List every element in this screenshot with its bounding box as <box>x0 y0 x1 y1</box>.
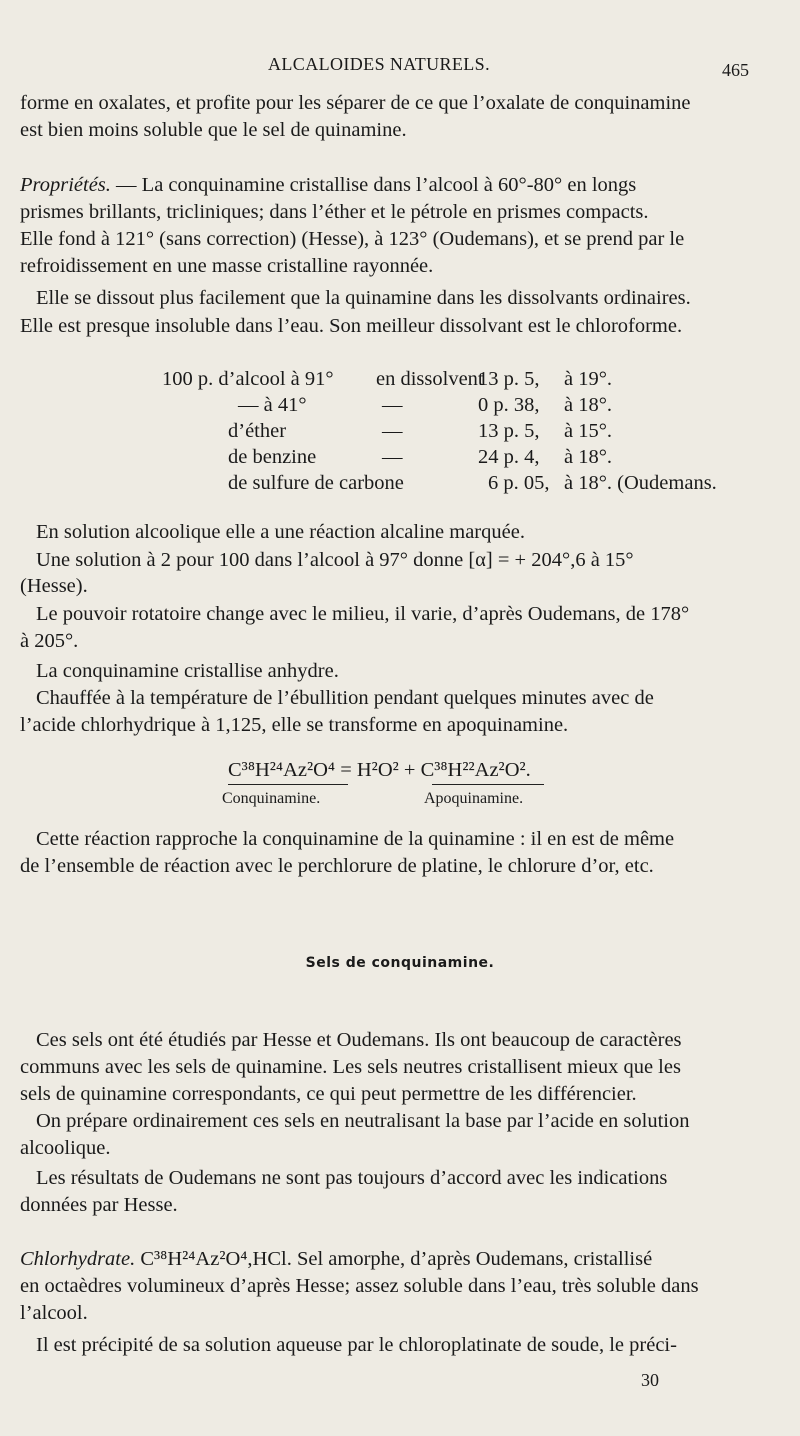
text-line: Elle se dissout plus facilement que la quinamine dans les dissolvants ordinaires. <box>36 287 691 309</box>
text-line: Une solution à 2 pour 100 dans l’alcool à 97° donne [α] = + 204°,6 à 15° <box>36 549 634 571</box>
table-verb: — <box>382 394 403 416</box>
text-line: forme en oxalates, et profite pour les séparer de ce que l’oxalate de conquinamine <box>20 92 691 114</box>
chemical-equation: C³⁸H²⁴Az²O⁴ = H²O² + C³⁸H²²Az²O². <box>228 759 531 781</box>
text-line: Ces sels ont été étudiés par Hesse et Oudemans. Ils ont beaucoup de caractères <box>36 1029 682 1051</box>
text-line: Il est précipité de sa solution aqueuse par le chloroplatinate de soude, le préci- <box>36 1334 677 1356</box>
table-verb: — <box>382 420 403 442</box>
section-title: Sels de conquinamine. <box>305 955 495 971</box>
text-line: prismes brillants, tricliniques; dans l’éther et le pétrole en prismes compacts. <box>20 201 649 223</box>
table-temp: à 18°. (Oudemans. <box>564 472 717 494</box>
table-amount: 0 p. 38, <box>478 394 540 416</box>
text-line: La conquinamine cristallise anhydre. <box>36 660 339 682</box>
reactant-name: Conquinamine. <box>222 790 321 807</box>
text-line: l’alcool. <box>20 1302 88 1324</box>
table-solvent: de benzine <box>228 446 317 468</box>
text-line: Elle est presque insoluble dans l’eau. Son meilleur dissolvant est le chloroforme. <box>20 315 683 337</box>
table-amount: 13 p. 5, <box>478 420 540 442</box>
text-line: Cette réaction rapproche la conquinamine de la quinamine : il en est de même <box>36 828 675 850</box>
text-line: à 205°. <box>20 630 79 652</box>
text-line: On prépare ordinairement ces sels en neutralisant la base par l’acide en solution <box>36 1110 690 1132</box>
text-line: refroidissement en une masse cristalline rayonnée. <box>20 255 434 277</box>
table-verb: — <box>382 446 403 468</box>
signature-mark: 30 <box>641 1370 659 1390</box>
table-temp: à 15°. <box>564 420 613 442</box>
text-line: communs avec les sels de quinamine. Les sels neutres cristallisent mieux que les <box>20 1056 681 1078</box>
text-line: (Hesse). <box>20 575 88 597</box>
text-line: est bien moins soluble que le sel de quinamine. <box>20 119 407 141</box>
chlorhydrate-first-line <box>20 1246 652 1272</box>
table-verb: en dissolvent <box>376 368 484 390</box>
table-solvent: — à 41° <box>238 394 307 416</box>
text-line: Elle fond à 121° (sans correction) (Hesse), à 123° (Oudemans), et se prend par le <box>20 228 685 250</box>
text-line: de l’ensemble de réaction avec le perchlorure de platine, le chlorure d’or, etc. <box>20 855 654 877</box>
table-temp: à 18°. <box>564 446 613 468</box>
table-amount: 6 p. 05, <box>488 472 550 494</box>
text-line: Les résultats de Oudemans ne sont pas toujours d’accord avec les indications <box>36 1167 668 1189</box>
proprietes-label: Propriétés. <box>20 174 111 196</box>
underbrace-left <box>228 784 348 789</box>
table-amount: 24 p. 4, <box>478 446 540 468</box>
text-line: sels de quinamine correspondants, ce qui peut permettre de les différencier. <box>20 1083 637 1105</box>
page-number: 465 <box>722 60 749 80</box>
table-amount: 13 p. 5, <box>478 368 540 390</box>
text-run: — La conquinamine cristallise dans l’alcool à 60°-80° en longs <box>110 174 637 196</box>
text-run: C³⁸H²⁴Az²O⁴,HCl. Sel amorphe, d’après Oudemans, cristallisé <box>135 1248 653 1270</box>
underbrace-right <box>432 784 544 789</box>
table-solvent: de sulfure de carbone <box>228 472 404 494</box>
proprietes-first-line <box>20 172 636 198</box>
running-title: ALCALOIDES NATURELS. <box>268 54 490 74</box>
chlorhydrate-label: Chlorhydrate. <box>20 1248 136 1270</box>
text-line: Chauffée à la température de l’ébullition pendant quelques minutes avec de <box>36 687 654 709</box>
table-temp: à 18°. <box>564 394 613 416</box>
text-line: Le pouvoir rotatoire change avec le milieu, il varie, d’après Oudemans, de 178° <box>36 603 690 625</box>
text-line: en octaèdres volumineux d’après Hesse; assez soluble dans l’eau, très soluble dans <box>20 1275 699 1297</box>
text-line: l’acide chlorhydrique à 1,125, elle se transforme en apoquinamine. <box>20 714 569 736</box>
table-solvent: 100 p. d’alcool à 91° <box>162 368 334 390</box>
text-line: données par Hesse. <box>20 1194 178 1216</box>
text-line: alcoolique. <box>20 1137 111 1159</box>
table-solvent: d’éther <box>228 420 287 442</box>
table-temp: à 19°. <box>564 368 613 390</box>
product-name: Apoquinamine. <box>424 790 524 807</box>
text-line: En solution alcoolique elle a une réaction alcaline marquée. <box>36 521 525 543</box>
